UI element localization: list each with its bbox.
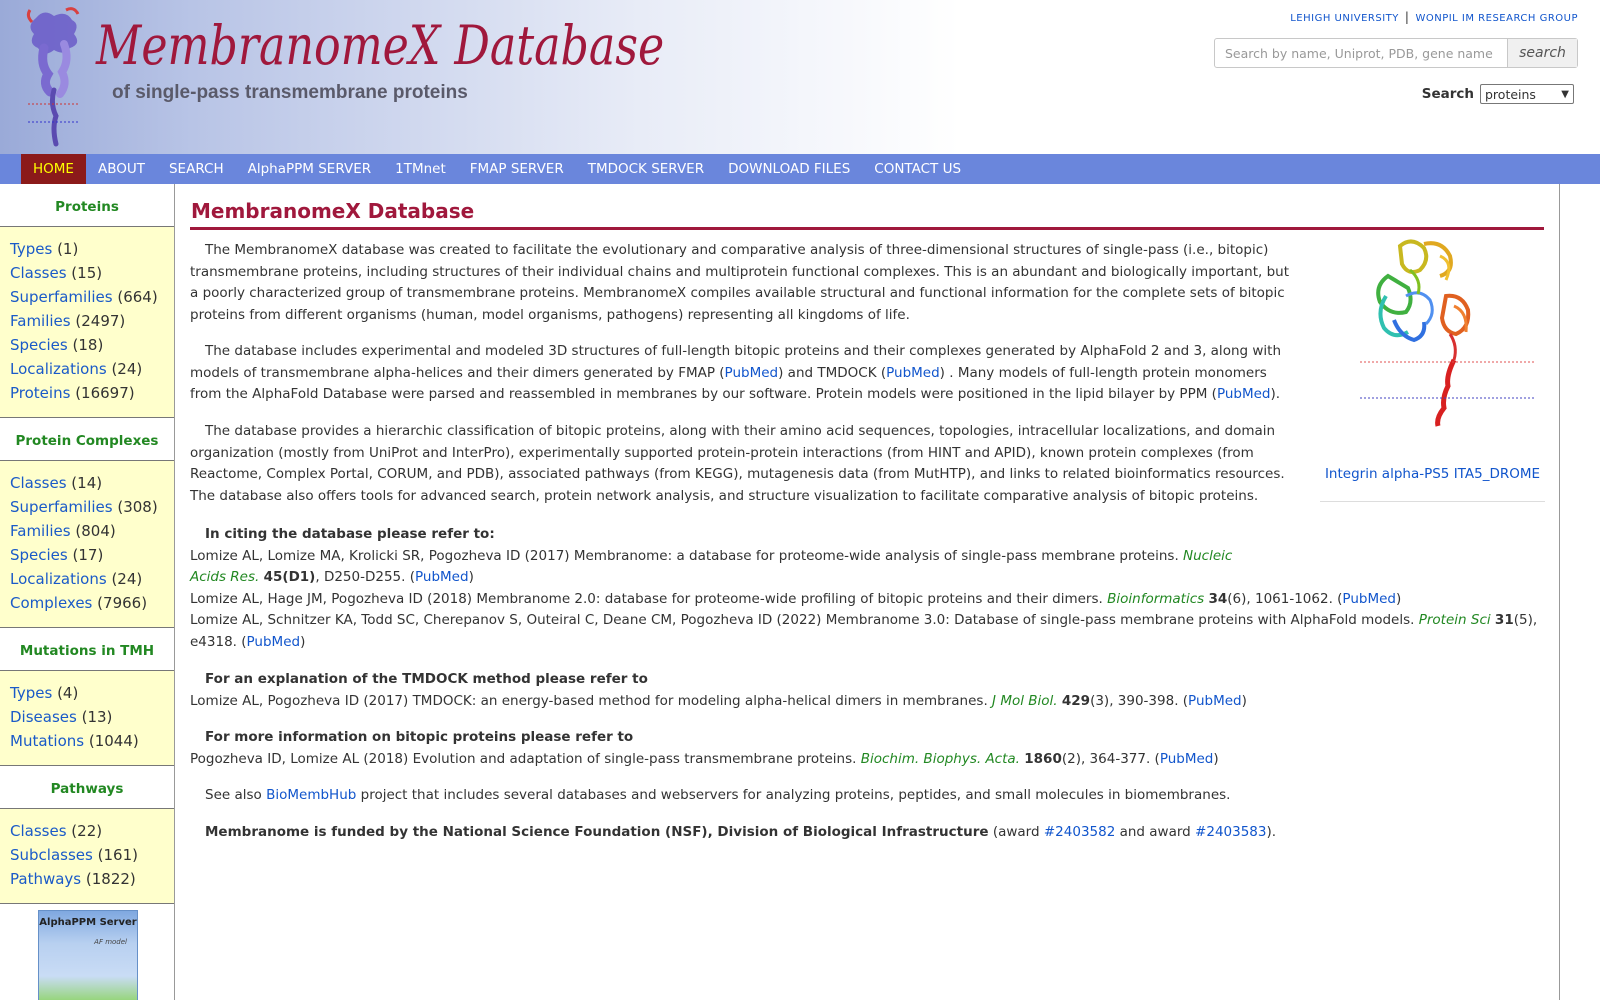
citation-text: Lomize AL, Lomize MA, Krolicki SR, Pogozheva ID (2017) Membranome: a database for proteome-wide analysis of single-pass membrane proteins. (190, 547, 1184, 564)
citation-1 (190, 546, 1270, 589)
proteins-heading: Proteins (55, 199, 119, 215)
tmdock-heading (190, 669, 1540, 691)
pathways-pathways-link[interactable]: Pathways (10, 870, 82, 888)
bitopic-heading (190, 727, 1540, 749)
citation-text: Lomize AL, Hage JM, Pogozheva ID (2018) Membranome 2.0: database for proteome-wide profiling of bitopic proteins and their dimers. (190, 590, 1108, 607)
citation-text: Lomize AL, Schnitzer KA, Todd SC, Cherepanov S, Outeiral C, Deane CM, Pogozheva ID (2022) Membranome 3.0: Database of single-pass membrane proteins with AlphaFold models. (190, 612, 1419, 628)
journal-name: Nucleic Acids Res. (190, 547, 1233, 585)
classification-paragraph (190, 421, 1295, 507)
para-text: ) and TMDOCK ( (778, 364, 887, 381)
count: (161) (97, 846, 138, 864)
paren: ) (1241, 692, 1247, 709)
funding-text: (award (988, 824, 1044, 840)
funding-note (190, 822, 1540, 844)
pubmed-ppm-link[interactable]: PubMed (1216, 386, 1271, 402)
mutations-mutations-link[interactable]: Mutations (10, 732, 85, 750)
proteins-species-link[interactable]: Species (10, 336, 68, 354)
complexes-superfamilies-link[interactable]: Superfamilies (10, 498, 113, 516)
count: (24) (111, 360, 143, 378)
proteins-families-link[interactable]: Families (10, 312, 71, 330)
count: (804) (75, 522, 116, 540)
proteins-superfamilies-link[interactable]: Superfamilies (10, 288, 113, 306)
list-item (10, 521, 174, 545)
list-item (10, 497, 174, 521)
see-also-text: project that includes several databases and webservers for analyzing proteins, peptides, and small molecules in biomembranes. (356, 787, 1231, 803)
count: (7966) (97, 594, 148, 612)
pages: , D250-D255. ( (315, 569, 415, 585)
logo-title: MembranomeX Database (96, 14, 665, 77)
see-also-text: See also (205, 787, 267, 803)
top-links (1290, 10, 1578, 24)
mutations-types-link[interactable]: Types (10, 684, 53, 702)
logo-subtitle: of single-pass transmembrane proteins (112, 82, 468, 103)
intro-paragraph (190, 240, 1295, 326)
cite-heading-text: In citing the database please refer to: (205, 526, 495, 542)
count: (14) (71, 474, 103, 492)
para-text: The database provides a hierarchic classification of bitopic proteins, along with their amino acid sequences, topologies, intracellular localizations, and domain organization (mostly from UniProt and InterPro), experimentally supported protein-protein interactions (from HINT and APID), known protein complexes (from Reactome, Complex Portal, CORUM, and PDB), associated pathways (from KEGG), mutagenesis data (from MutHTP), and links to related bioinformatics resources. The database also offers tools for advanced search, protein network analysis, and structure visualization to facilitate comparative analysis of bitopic proteins. (190, 423, 1285, 504)
separator: | (1404, 10, 1410, 24)
search-button[interactable]: search (1507, 39, 1577, 67)
alphappm-server-banner[interactable] (38, 910, 138, 1000)
para-text: The database includes experimental and modeled 3D structures of full-length bitopic proteins and their complexes generated by AlphaFold 2 and 3, along with models of transmembrane alpha-helices and their dimers generated by FMAP ( (190, 343, 1282, 381)
journal-name: Bioinformatics (1107, 590, 1205, 607)
paren: ) (468, 569, 474, 585)
funding-text: ). (1266, 824, 1277, 840)
pubmed-cite4-link[interactable]: PubMed (1188, 692, 1242, 709)
nav-fmap-server[interactable]: FMAP SERVER (469, 161, 564, 177)
banner-title: AlphaPPM Server (39, 917, 137, 928)
nav-contact-us[interactable]: CONTACT US (874, 161, 962, 177)
pubmed-tmdock-link[interactable]: PubMed (886, 364, 940, 381)
pathways-subclasses-link[interactable]: Subclasses (10, 846, 93, 864)
mutations-diseases-link[interactable]: Diseases (10, 708, 77, 726)
nav-home[interactable]: HOME (21, 154, 86, 184)
list-item (10, 545, 174, 569)
citation-4 (190, 691, 1540, 713)
nav-download-files[interactable]: DOWNLOAD FILES (728, 161, 851, 177)
count: (4) (57, 684, 79, 702)
citation-5 (190, 749, 1540, 771)
figure-caption-link[interactable]: Integrin alpha-PS5 ITA5_DROME (1324, 466, 1541, 482)
award-1-link[interactable]: #2403582 (1043, 824, 1116, 840)
pathways-classes-link[interactable]: Classes (10, 822, 67, 840)
volume: 34 (1208, 590, 1228, 607)
main-nav (0, 154, 1600, 184)
list-item (10, 335, 174, 359)
search-type-label: Search (1421, 86, 1474, 102)
paren: ) (300, 633, 306, 650)
structures-paragraph (190, 341, 1295, 406)
search-type-select[interactable] (1480, 84, 1574, 104)
complexes-classes-link[interactable]: Classes (10, 474, 67, 492)
list-item (10, 821, 174, 845)
see-also (190, 785, 1540, 807)
search-type-value: proteins (1485, 86, 1536, 102)
sidebar (0, 184, 175, 1000)
pages: (5), e4318. ( (190, 612, 1538, 650)
count: (2497) (75, 312, 126, 330)
list-item (10, 869, 174, 893)
complexes-heading: Protein Complexes (15, 433, 159, 449)
nav-alphappm-server[interactable]: AlphaPPM SERVER (247, 161, 372, 177)
proteins-proteins-link[interactable]: Proteins (10, 384, 71, 402)
pages: (2), 364-377. ( (1061, 750, 1160, 767)
citation-3 (190, 610, 1540, 653)
site-header (0, 0, 1600, 154)
search-type (1422, 84, 1574, 104)
proteins-classes-link[interactable]: Classes (10, 264, 67, 282)
page-title: MembranomeX Database (191, 199, 475, 223)
nav-tmdock-server[interactable]: TMDOCK SERVER (587, 161, 705, 177)
count: (308) (117, 498, 158, 516)
list-item (10, 569, 174, 593)
list-item (10, 239, 174, 263)
count: (16697) (75, 384, 135, 402)
biomembhub-link[interactable]: BioMembHub (266, 787, 357, 803)
pubmed-cite5-link[interactable]: PubMed (1159, 750, 1214, 767)
proteins-types-link[interactable]: Types (10, 240, 53, 258)
lehigh-link[interactable]: LEHIGH UNIVERSITY (1290, 13, 1399, 24)
tmdock-heading-text: For an explanation of the TMDOCK method please refer to (205, 671, 648, 687)
list-item (10, 311, 174, 335)
pubmed-fmap-link[interactable]: PubMed (724, 364, 779, 381)
main-content (190, 184, 1560, 1000)
list-item (10, 707, 174, 731)
journal-name: J Mol Biol. (992, 692, 1058, 709)
journal-name: Biochim. Biophys. Acta. (860, 750, 1020, 767)
volume: 1860 (1024, 750, 1062, 767)
paren: ) (1213, 750, 1219, 767)
pages: (6), 1061-1062. ( (1227, 590, 1343, 607)
intro-text: The MembranomeX database was created to facilitate the evolutionary and comparative analysis of three-dimensional structures of single-pass (i.e., bitopic) transmembrane proteins, including structures of their individual chains and multiprotein functional complexes. This is an abundant and biologically important, but a poorly characterized group of transmembrane proteins. MembranomeX compiles available structural and functional information for the complete sets of bitopic proteins from different organisms (human, model organisms, pathogens) representing all kingdoms of life. (190, 242, 1289, 323)
list-item (10, 593, 174, 617)
journal-name: Protein Sci (1418, 612, 1491, 628)
cite-heading (190, 524, 1540, 546)
mutations-box (0, 670, 174, 766)
list-item (10, 683, 174, 707)
list-item (10, 359, 174, 383)
chevron-down-icon: ▼ (1561, 88, 1569, 100)
volume: 429 (1061, 692, 1091, 709)
list-item (10, 473, 174, 497)
award-2-link[interactable]: #2403583 (1195, 824, 1267, 840)
pathways-box (0, 808, 174, 904)
citation-text: Lomize AL, Pogozheva ID (2017) TMDOCK: an energy-based method for modeling alpha-helical dimers in membranes. (190, 692, 993, 709)
volume: 45(D1) (263, 569, 316, 585)
wonpil-im-link[interactable]: WONPIL IM RESEARCH GROUP (1415, 13, 1578, 24)
search-input[interactable] (1215, 39, 1507, 67)
count: (17) (72, 546, 104, 564)
bitopic-citation-block (190, 727, 1540, 770)
nav-search[interactable]: SEARCH (168, 161, 224, 177)
list-item (10, 287, 174, 311)
complexes-box (0, 460, 174, 628)
nav-1tmnet[interactable]: 1TMnet (395, 161, 446, 177)
protein-logo-icon (14, 4, 94, 152)
complexes-species-link[interactable]: Species (10, 546, 68, 564)
count: (18) (72, 336, 104, 354)
tmdock-citation-block (190, 669, 1540, 712)
list-item (10, 263, 174, 287)
para-text: ) . Many models of full-length protein monomers from the AlphaFold Database were parsed and reassembled in membranes by our software. Protein models were positioned in the lipid bilayer by PPM ( (190, 364, 1267, 402)
count: (664) (117, 288, 158, 306)
pubmed-cite2-link[interactable]: PubMed (1342, 590, 1396, 607)
citation-2 (190, 589, 1540, 611)
citation-block (190, 524, 1540, 653)
count: (1044) (88, 732, 139, 750)
citation-text: Pogozheva ID, Lomize AL (2018) Evolution and adaptation of single-pass transmembrane proteins. (190, 750, 861, 767)
count: (13) (81, 708, 113, 726)
title-divider (190, 227, 1544, 230)
pages: (3), 390-398. ( (1090, 692, 1189, 709)
proteins-box (0, 226, 174, 418)
pubmed-cite1-link[interactable]: PubMed (415, 569, 469, 585)
para-text: ). (1270, 386, 1281, 402)
search-bar (1214, 38, 1578, 68)
count: (15) (71, 264, 103, 282)
pathways-heading: Pathways (50, 781, 124, 797)
proteins-localizations-link[interactable]: Localizations (10, 360, 107, 378)
bitopic-heading-text: For more information on bitopic proteins please refer to (205, 729, 634, 745)
protein-structure-icon[interactable] (1350, 236, 1540, 436)
pubmed-cite3-link[interactable]: PubMed (246, 633, 301, 650)
volume: 31 (1494, 612, 1514, 628)
list-item (10, 845, 174, 869)
count: (1822) (85, 870, 136, 888)
mutations-heading: Mutations in TMH (19, 643, 155, 659)
featured-structure (1320, 234, 1545, 502)
funding-text: and award (1115, 824, 1196, 840)
nav-about[interactable]: ABOUT (97, 161, 145, 177)
list-item (10, 731, 174, 755)
list-item (10, 383, 174, 407)
count: (22) (71, 822, 103, 840)
complexes-complexes-link[interactable]: Complexes (10, 594, 93, 612)
complexes-families-link[interactable]: Families (10, 522, 71, 540)
banner-subtitle: AF model (94, 938, 127, 946)
count: (1) (57, 240, 79, 258)
complexes-localizations-link[interactable]: Localizations (10, 570, 107, 588)
count: (24) (111, 570, 143, 588)
funding-text: Membranome is funded by the National Science Foundation (NSF), Division of Biological Infrastructure (205, 824, 989, 840)
paren: ) (1395, 590, 1402, 607)
